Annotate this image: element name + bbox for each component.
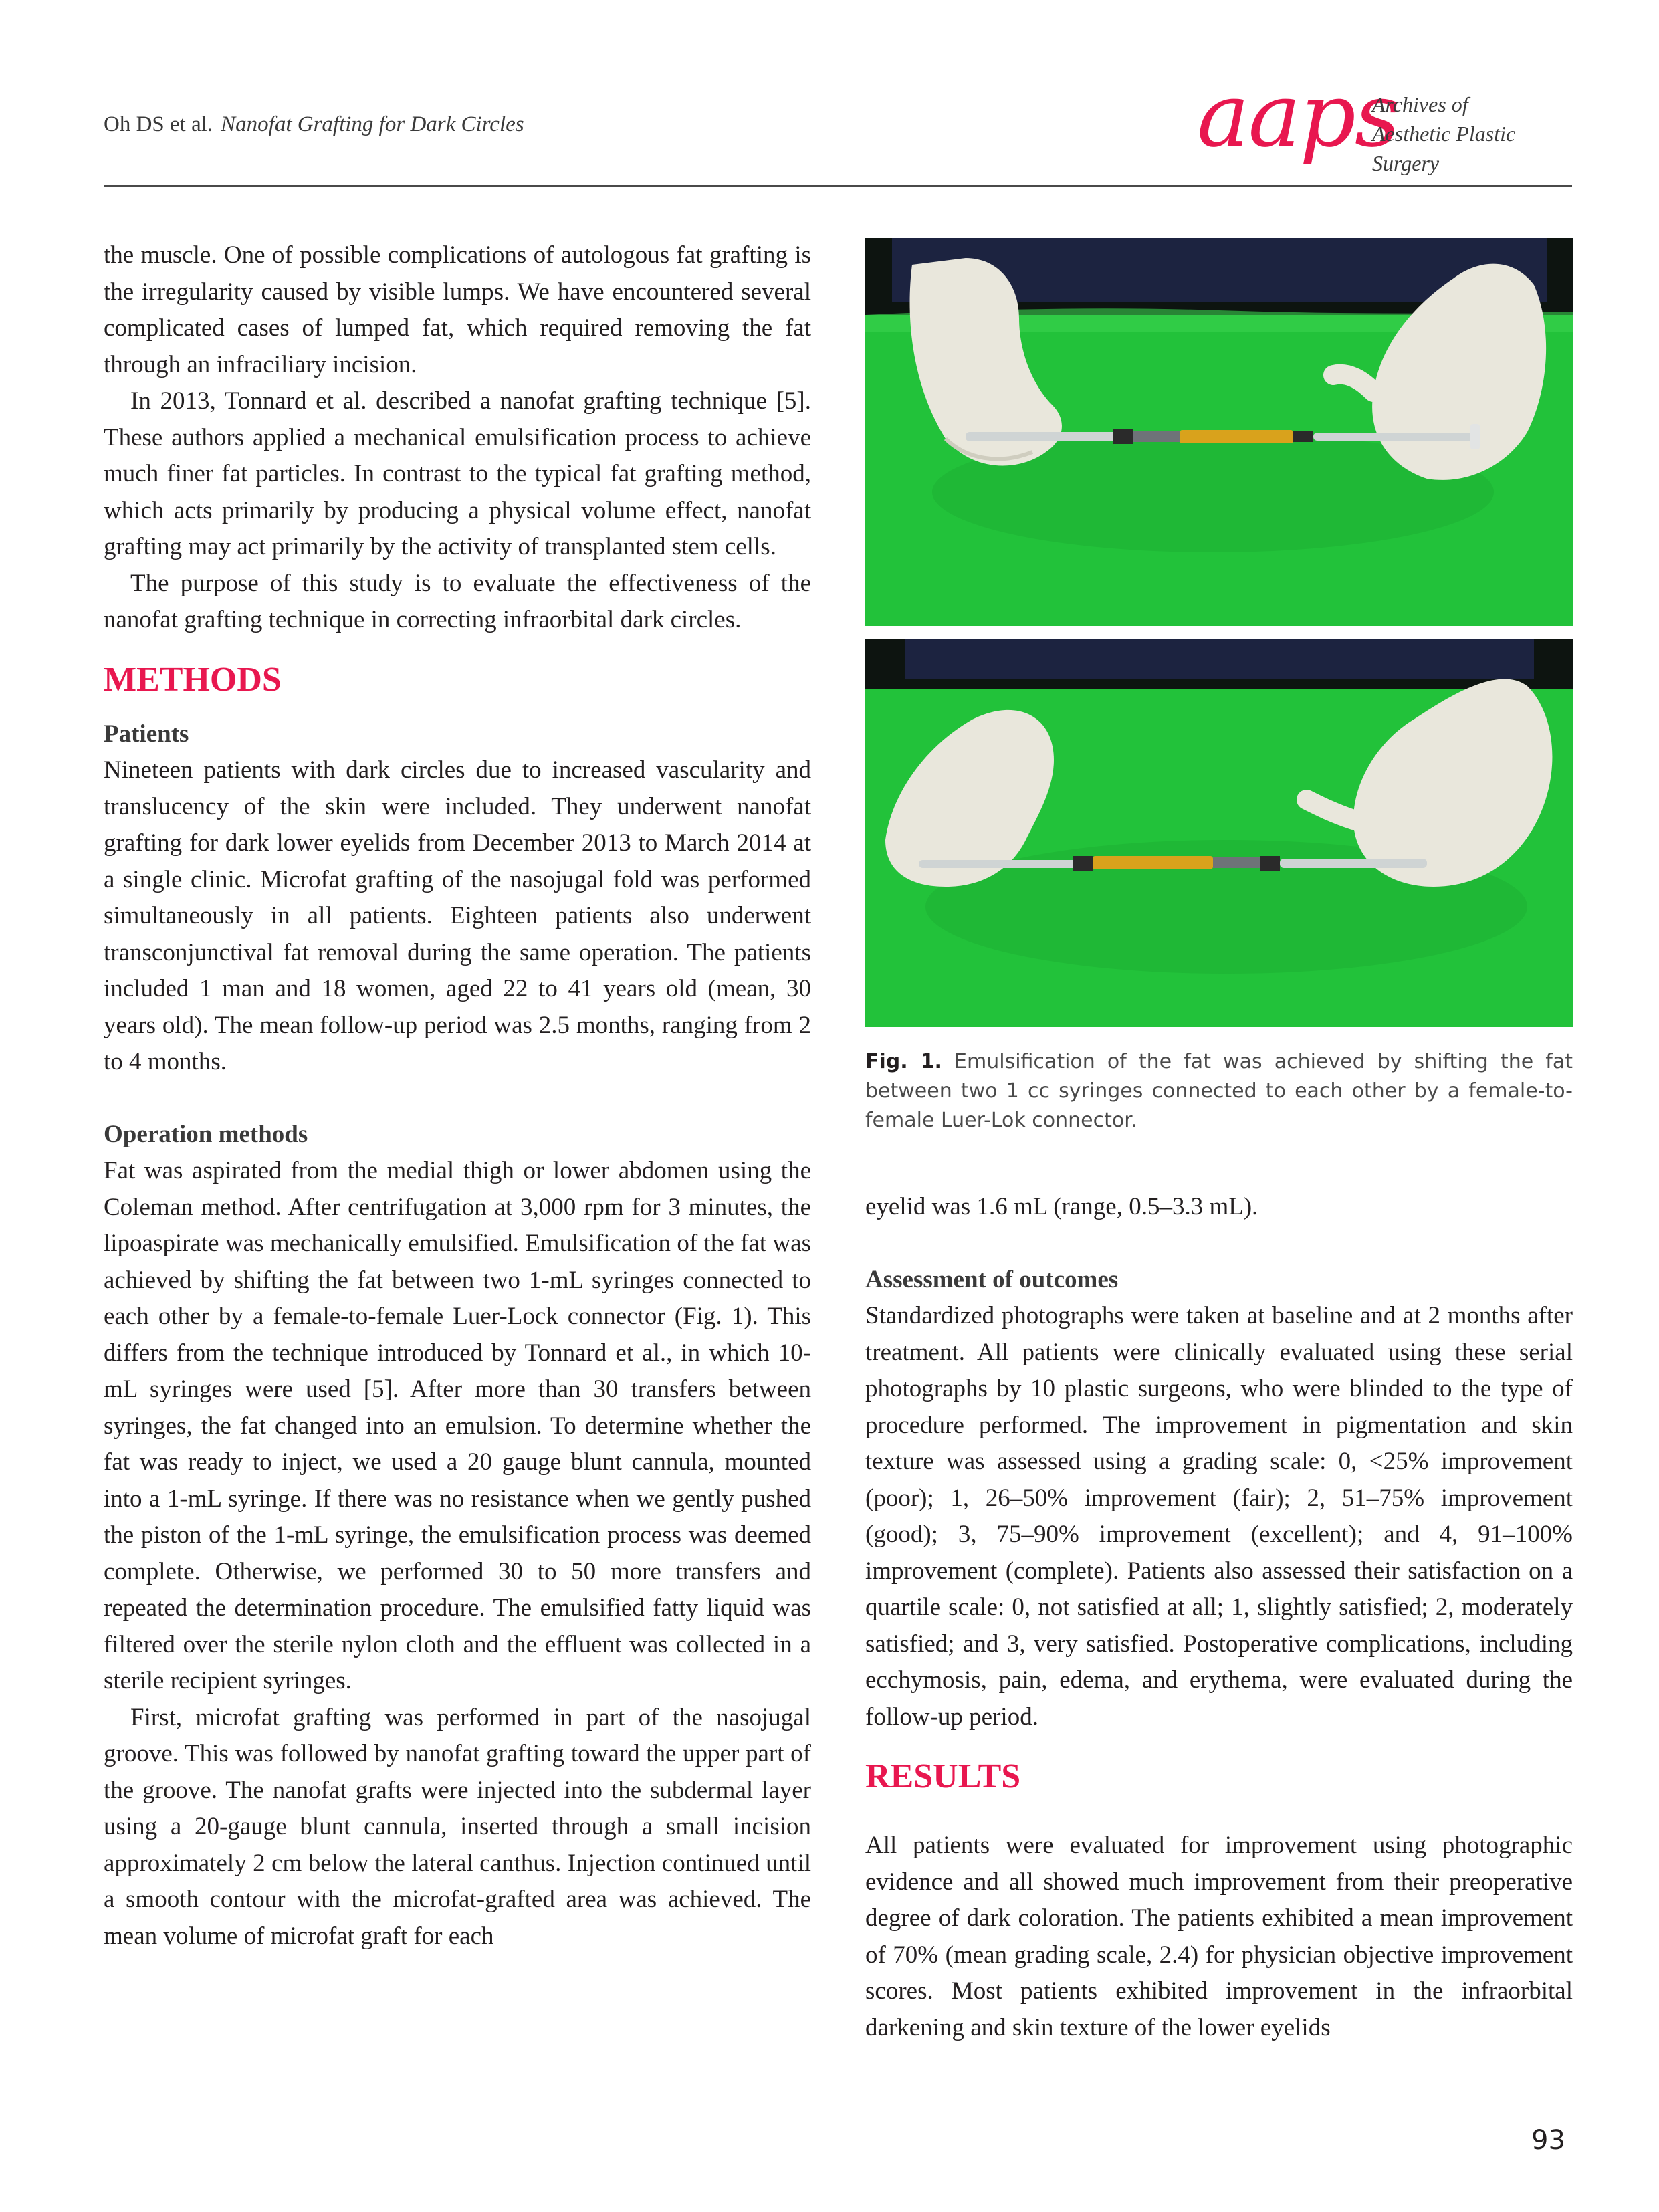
results-heading: RESULTS (865, 1757, 1021, 1795)
journal-name-line-2: Aesthetic Plastic Surgery (1372, 122, 1516, 175)
methods-heading: METHODS (104, 660, 282, 699)
running-header-title: Nanofat Grafting for Dark Circles (221, 112, 524, 136)
operation-paragraph-2: First, microfat grafting was performed in part of the nasojugal groove. This was followed by nanofat grafting toward the upper part of the groove. The nanofat grafts were injected into the subdermal layer using a 20-gauge blunt cannula, inserted through a small incision approximately 2 cm below the lateral canthus. Injection continued until a smooth contour with the microfat-grafted area was achieved. The mean volume of microfat graft for each (104, 1703, 811, 1950)
journal-name-line-1: Archives of (1372, 92, 1468, 116)
journal-logo-mark: aaps (1197, 64, 1399, 167)
figure-1-caption-text: Emulsification of the fat was achieved by shifting the fat between two 1 cc syringes connected to each other by a female-to-female Luer-Lok connector. (865, 1050, 1573, 1132)
figure-photo-top (865, 238, 1573, 626)
assessment-heading: Assessment of outcomes (865, 1265, 1119, 1293)
figure-photo-bottom (865, 639, 1573, 1027)
page-number: 93 (1531, 2125, 1565, 2156)
figure-1 (865, 238, 1573, 1027)
intro-paragraph-3: The purpose of this study is to evaluate the effectiveness of the nanofat grafting technique in correcting infraorbital dark circles. (104, 569, 811, 633)
patients-heading: Patients (104, 720, 189, 748)
assessment-paragraph: Standardized photographs were taken at baseline and at 2 months after treatment. All patients were clinically evaluated using these serial photographs by 10 plastic surgeons, who were blinded to the type of procedure performed. The improvement in pigmentation and skin texture was assessed using a grading scale: 0, <25% improvement (poor); 1, 26–50% improvement (fair); 2, 51–75% improvement (good); 3, 75–90% improvement (excellent); and 4, 91–100% improvement (complete). Patients also assessed their satisfaction on a quartile scale: 0, not satisfied at all; 1, slightly satisfied; 2, moderately satisfied; and 3, very satisfied. Postoperative complications, including ecchymosis, pain, edema, and erythema, were evaluated during the follow-up period. (865, 1302, 1573, 1731)
continuation-paragraph: eyelid was 1.6 mL (range, 0.5–3.3 mL). (865, 1193, 1258, 1220)
operation-paragraph-1: Fat was aspirated from the medial thigh or lower abdomen using the Coleman method. After centrifugation at 3,000 rpm for 3 minutes, the lipoaspirate was mechanically emulsified. Emulsification of the fat was achieved by shifting the fat between two 1-mL syringes connected to each other by a female-to-female Luer-Lock connector (Fig. 1). This differs from the technique introduced by Tonnard et al., in which 10-mL syringes were used [5]. After more than 30 transfers between syringes, the fat changed into an emulsion. To determine whether the fat was ready to inject, we used a 20 gauge blunt cannula, mounted into a 1-mL syringe. If there was no resistance when we gently pushed the piston of the 1-mL syringe, the emulsification process was deemed complete. Otherwise, we performed 30 to 50 more transfers and repeated the determination procedure. The emulsified fatty liquid was filtered over the sterile nylon cloth and the effluent was collected in a sterile recipient syringes. (104, 1157, 811, 1694)
left-column (104, 237, 811, 1955)
figure-1-caption (865, 1047, 1573, 1135)
running-header (104, 112, 524, 137)
right-column (865, 1189, 1573, 2046)
results-paragraph: All patients were evaluated for improvement using photographic evidence and all showed much improvement from their preoperative degree of dark coloration. The patients exhibited a mean improvement of 70% (mean grading scale, 2.4) for physician objective improvement scores. Most patients exhibited improvement in the infraorbital darkening and skin texture of the lower eyelids (865, 1832, 1573, 2041)
patients-paragraph: Nineteen patients with dark circles due to increased vascularity and translucency of the skin were included. They underwent nanofat grafting for dark lower eyelids from December 2013 to March 2014 at a single clinic. Microfat grafting of the nasojugal fold was performed simultaneously in all patients. Eighteen patients also underwent transconjunctival fat removal during the same operation. The patients included 1 man and 18 women, aged 22 to 41 years old (mean, 30 years old). The mean follow-up period was 2.5 months, ranging from 2 to 4 months. (104, 756, 811, 1075)
intro-paragraph-1: the muscle. One of possible complications of autologous fat grafting is the irregularity caused by visible lumps. We have encountered several complicated cases of lumped fat, which required removing the fat through an infraciliary incision. (104, 241, 811, 378)
figure-1-label: Fig. 1. (865, 1050, 942, 1073)
journal-name (1372, 90, 1585, 178)
header-divider (104, 185, 1572, 187)
intro-paragraph-2: In 2013, Tonnard et al. described a nanofat grafting technique [5]. These authors applied a mechanical emulsification process to achieve much finer fat particles. In contrast to the typical fat grafting method, which acts primarily by producing a physical volume effect, nanofat grafting may act primarily by the activity of transplanted stem cells. (104, 387, 811, 560)
journal-logo (1197, 64, 1585, 175)
operation-methods-heading: Operation methods (104, 1120, 308, 1148)
running-header-authors: Oh DS et al. (104, 112, 213, 136)
